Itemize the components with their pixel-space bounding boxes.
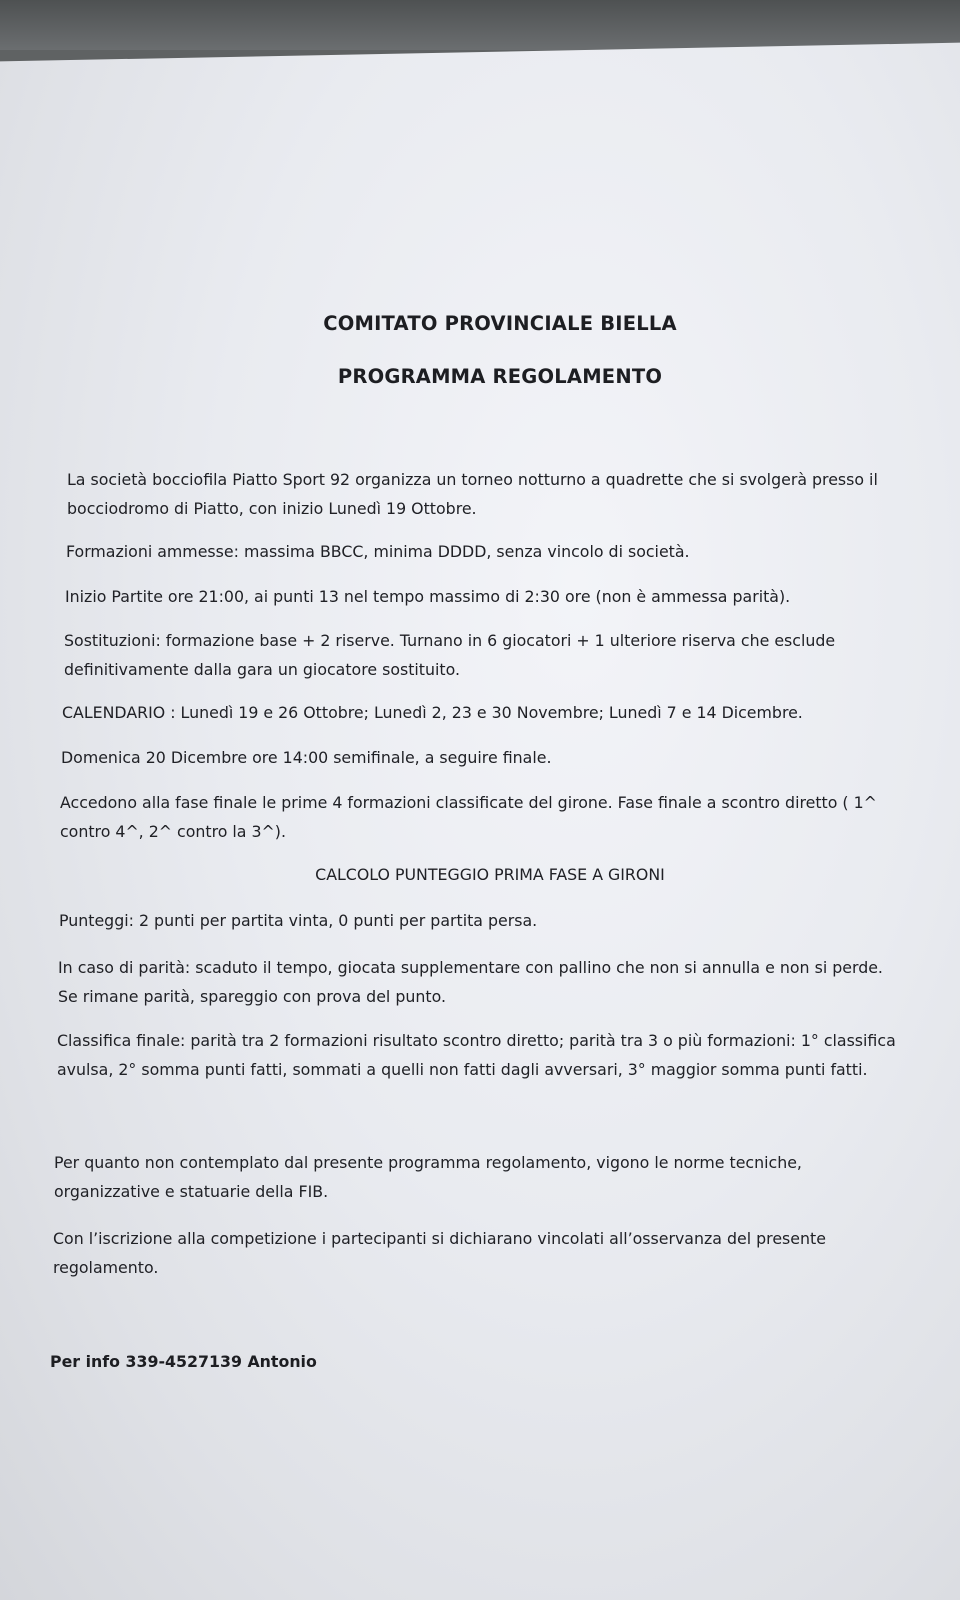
calcolo-heading: CALCOLO PUNTEGGIO PRIMA FASE A GIRONI <box>315 865 665 884</box>
norme-line-2: organizzative e statuarie della FIB. <box>54 1182 329 1201</box>
document-subtitle: PROGRAMMA REGOLAMENTO <box>337 365 663 388</box>
parita-paragraph <box>58 953 883 1011</box>
inizio-partite-paragraph: Inizio Partite ore 21:00, ai punti 13 nel tempo massimo di 2:30 ore (non è ammessa parità). <box>65 587 791 606</box>
background-surface <box>0 0 960 50</box>
sostituzioni-paragraph <box>64 626 835 684</box>
classifica-line-1: Classifica finale: parità tra 2 formazioni risultato scontro diretto; parità tra 3 o più formazioni: 1° classifica <box>57 1031 896 1050</box>
fase-finale-paragraph <box>60 788 877 846</box>
parita-line-2: Se rimane parità, spareggio con prova del punto. <box>58 987 446 1006</box>
document-title: COMITATO PROVINCIALE BIELLA <box>323 312 677 335</box>
intro-line-2: bocciodromo di Piatto, con inizio Lunedì 19 Ottobre. <box>67 499 477 518</box>
intro-paragraph <box>67 465 878 523</box>
iscrizione-line-1: Con l’iscrizione alla competizione i partecipanti si dichiarano vincolati all’osservanza del presente <box>53 1229 826 1248</box>
fase-finale-line-2: contro 4^, 2^ contro la 3^). <box>60 822 286 841</box>
iscrizione-paragraph <box>53 1224 826 1282</box>
intro-line-1: La società bocciofila Piatto Sport 92 organizza un torneo notturno a quadrette che si svolgerà presso il <box>67 470 878 489</box>
formazioni-paragraph: Formazioni ammesse: massima BBCC, minima DDDD, senza vincolo di società. <box>66 542 690 561</box>
classifica-line-2: avulsa, 2° somma punti fatti, sommati a quelli non fatti dagli avversari, 3° maggior somma punti fatti. <box>57 1060 868 1079</box>
classifica-paragraph <box>57 1026 896 1084</box>
sostituzioni-line-1: Sostituzioni: formazione base + 2 riserve. Turnano in 6 giocatori + 1 ulteriore riserva che esclude <box>64 631 836 650</box>
norme-paragraph <box>54 1148 802 1206</box>
fase-finale-line-1: Accedono alla fase finale le prime 4 formazioni classificate del girone. Fase finale a scontro diretto ( 1^ <box>60 793 877 812</box>
sostituzioni-line-2: definitivamente dalla gara un giocatore sostituito. <box>64 660 460 679</box>
parita-line-1: In caso di parità: scaduto il tempo, giocata supplementare con pallino che non si annulla e non si perde. <box>58 958 883 977</box>
iscrizione-line-2: regolamento. <box>53 1258 159 1277</box>
calendario-paragraph: CALENDARIO : Lunedì 19 e 26 Ottobre; Lunedì 2, 23 e 30 Novembre; Lunedì 7 e 14 Dicembre. <box>62 703 803 722</box>
norme-line-1: Per quanto non contemplato dal presente programma regolamento, vigono le norme tecniche, <box>54 1153 802 1172</box>
contact-info: Per info 339-4527139 Antonio <box>50 1352 317 1371</box>
domenica-paragraph: Domenica 20 Dicembre ore 14:00 semifinale, a seguire finale. <box>61 748 552 767</box>
punteggi-paragraph: Punteggi: 2 punti per partita vinta, 0 punti per partita persa. <box>59 911 538 930</box>
